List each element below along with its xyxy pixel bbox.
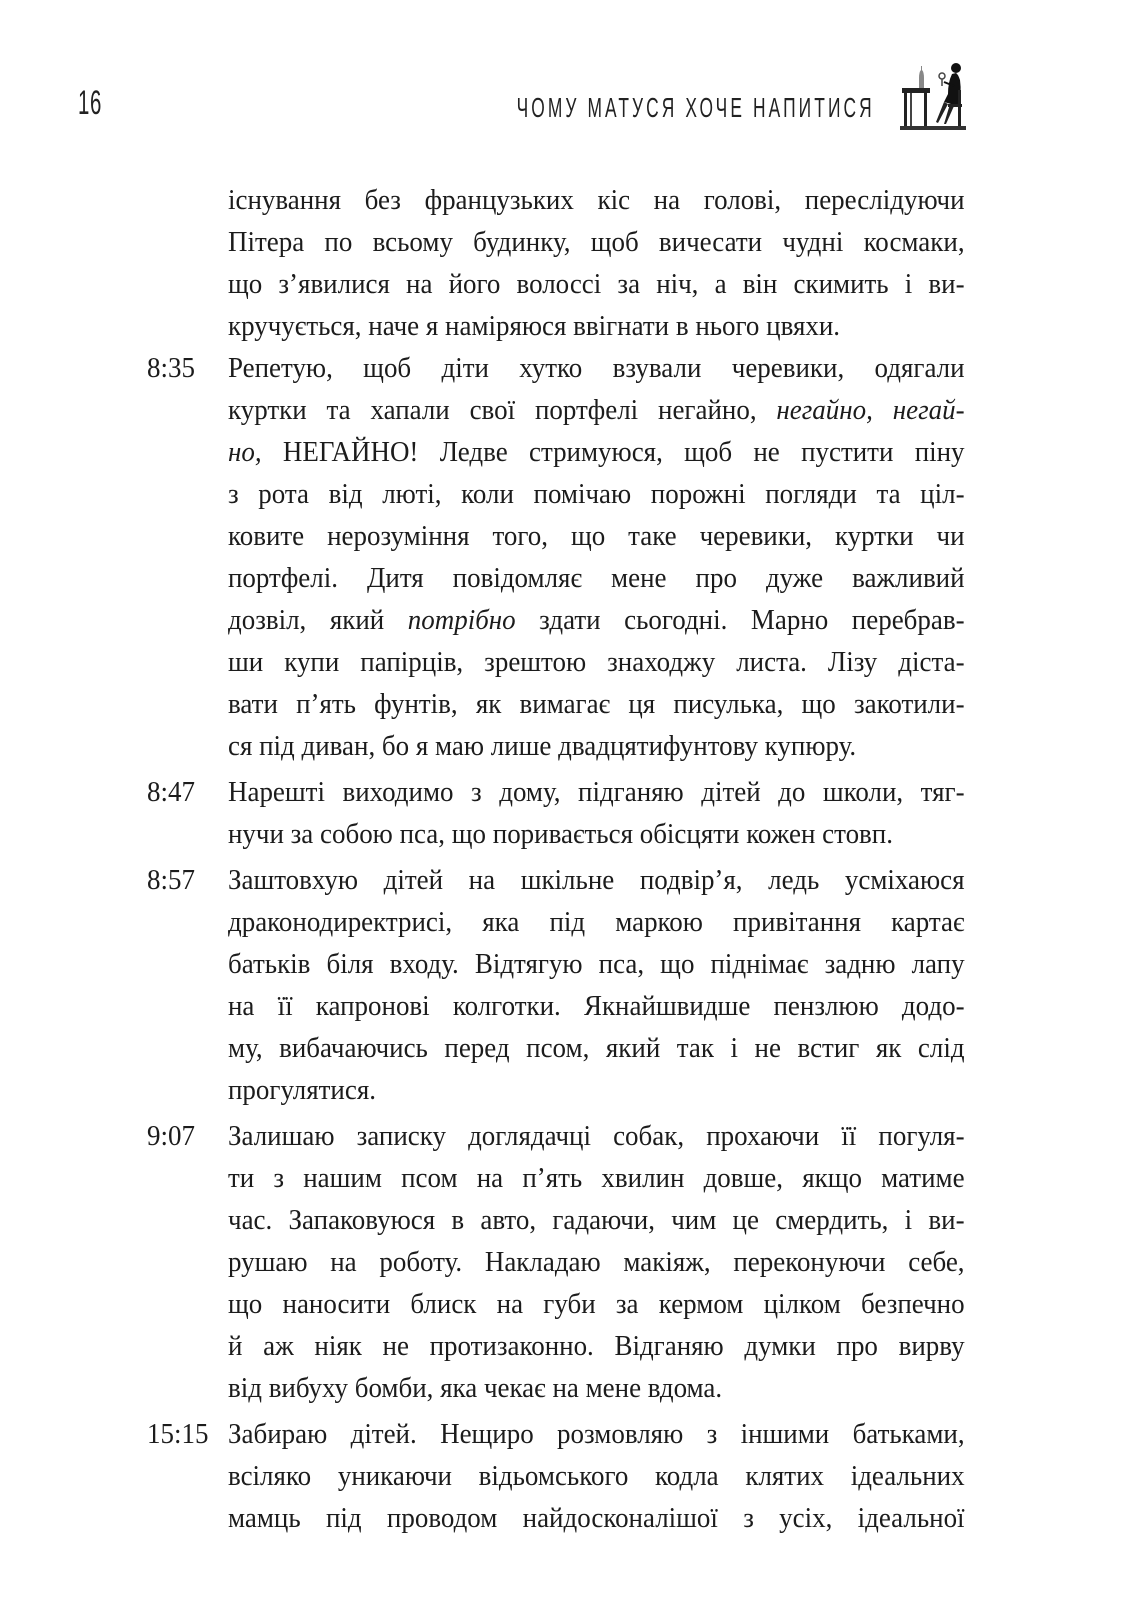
text-line	[228, 390, 965, 430]
text-line: Заштовхую дітей на шкільне подвір’я, ледь усміхаюся	[228, 864, 965, 896]
entry-time: 8:57	[147, 864, 195, 896]
text-line	[228, 600, 965, 640]
page-number: 16	[78, 84, 102, 122]
text-line: Репетую, щоб діти хутко взували черевики, одягали	[228, 352, 965, 384]
text-line: портфелі. Дитя повідомляє мене про дуже важливий	[228, 562, 965, 594]
text-line: кручується, наче я наміряюся ввігнати в нього цвяхи.	[228, 310, 841, 342]
text-line: й аж ніяк не протизаконно. Відганяю думки про вирву	[228, 1330, 965, 1362]
emphasis: но,	[228, 436, 262, 468]
text-line: му, вибачаючись перед псом, який так і не встиг як слід	[228, 1032, 965, 1064]
text-run: дозвіл, який	[228, 604, 408, 636]
running-head	[0, 0, 1139, 150]
text-line: від вибуху бомби, яка чекає на мене вдома.	[228, 1372, 723, 1404]
text-line: прогулятися.	[228, 1074, 376, 1106]
text-line: що з’явилися на його волоссі за ніч, а він скимить і ви-	[228, 268, 965, 300]
text-line: ся під диван, бо я маю лише двадцятифунтову купюру.	[228, 730, 857, 762]
text-line: ши купи папірців, зрештою знаходжу листа. Лізу діста-	[228, 646, 965, 678]
text-run: куртки та хапали свої портфелі негайно,	[228, 394, 777, 426]
text-line: рушаю на роботу. Накладаю макіяж, переконуючи себе,	[228, 1246, 965, 1278]
text-line: що наносити блиск на губи за кермом цілком безпечно	[228, 1288, 965, 1320]
text-line: на її капронові колготки. Якнайшвидше пензлюю додо-	[228, 990, 965, 1022]
text-line: час. Запаковуюся в авто, гадаючи, чим це смердить, і ви-	[228, 1204, 965, 1236]
entry-time: 8:47	[147, 776, 195, 808]
text-line: нучи за собою пса, що поривається обісцяти кожен стовп.	[228, 818, 893, 850]
text-line: мамць під проводом найдосконалішої з усіх, ідеальної	[228, 1502, 965, 1534]
emphasis: негайно, негай-	[776, 394, 965, 426]
text-run: НЕГАЙНО! Ледве стримуюся, щоб не пустити піну	[261, 436, 965, 468]
entry-time: 8:35	[147, 352, 195, 384]
text-line: Пітера по всьому будинку, щоб вичесати чудні космаки,	[228, 226, 965, 258]
book-title: ЧОМУ МАТУСЯ ХОЧЕ НАПИТИСЯ	[516, 92, 875, 123]
text-run: здати сьогодні. Марно перебрав-	[515, 604, 965, 636]
text-line: існування без французьких кіс на голові, переслідуючи	[228, 184, 965, 216]
woman-at-table-with-wine-icon	[898, 60, 968, 132]
text-line: Забираю дітей. Нещиро розмовляю з іншими батьками,	[228, 1418, 965, 1450]
text-line: Залишаю записку доглядачці собак, прохаючи її погуля-	[228, 1120, 965, 1152]
text-line: драконодиректрисі, яка під маркою привітання картає	[228, 906, 965, 938]
text-line	[228, 432, 965, 472]
emphasis: потрібно	[407, 604, 516, 636]
text-line: ковите нерозуміння того, що таке черевики, куртки чи	[228, 520, 965, 552]
text-line: з рота від люті, коли помічаю порожні погляди та ціл-	[228, 478, 965, 510]
entry-time: 15:15	[147, 1418, 209, 1450]
text-line: батьків біля входу. Відтягую пса, що піднімає задню лапу	[228, 948, 965, 980]
text-line: ти з нашим псом на п’ять хвилин довше, якщо матиме	[228, 1162, 965, 1194]
text-line: вати п’ять фунтів, як вимагає ця писулька, що закотили-	[228, 688, 965, 720]
entry-time: 9:07	[147, 1120, 195, 1152]
text-line: Нарешті виходимо з дому, підганяю дітей до школи, тяг-	[228, 776, 965, 808]
text-line: всіляко уникаючи відьомського кодла клятих ідеальних	[228, 1460, 965, 1492]
